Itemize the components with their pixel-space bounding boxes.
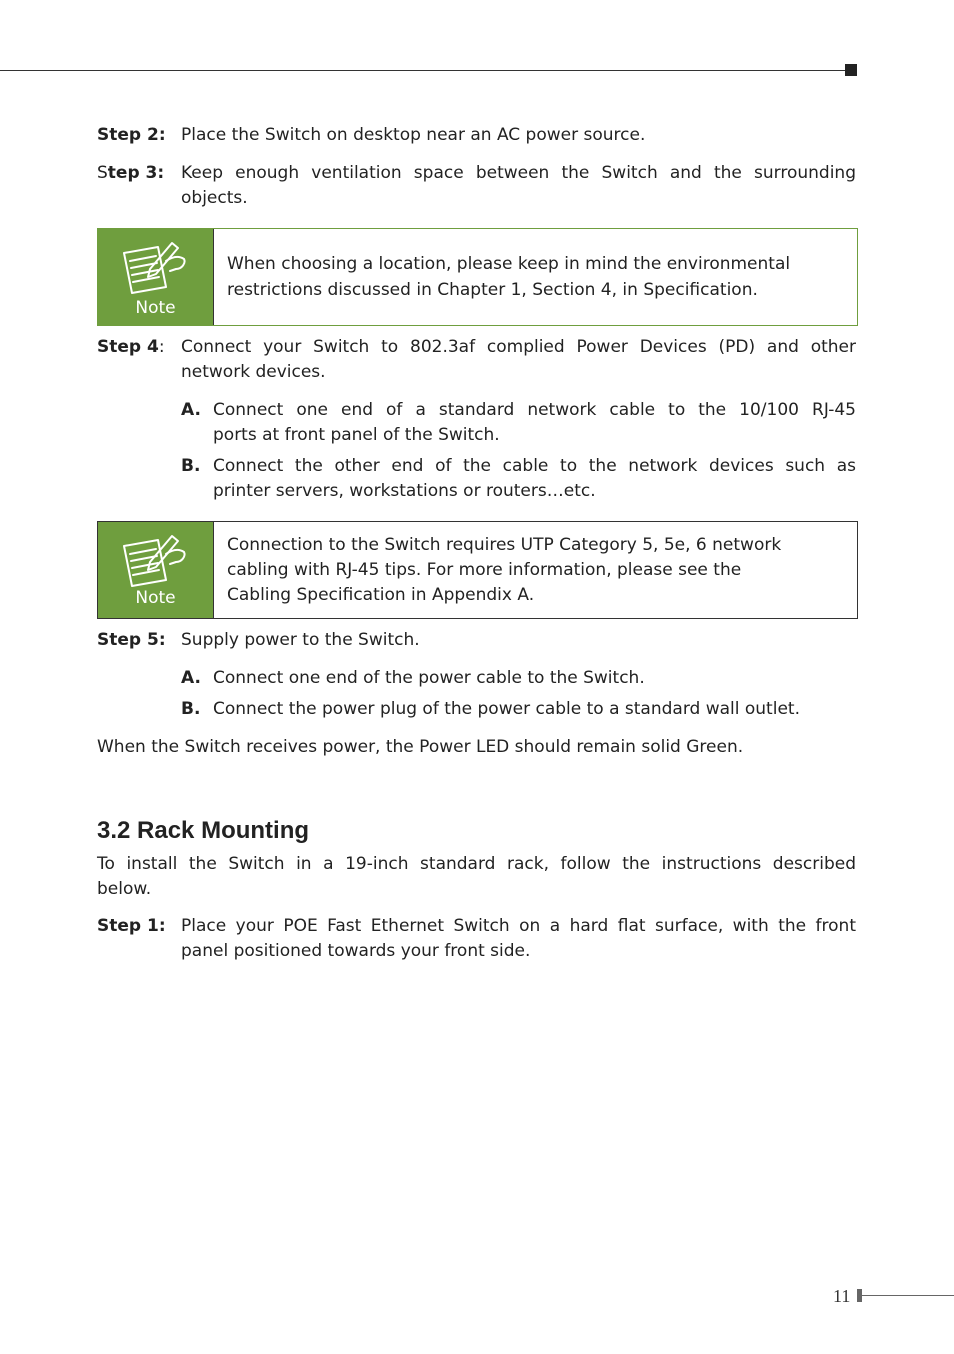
step5-item-a-marker: A. <box>181 668 201 688</box>
step5-label: Step 5: <box>97 630 166 650</box>
section-heading: 3.2 Rack Mounting <box>97 817 310 844</box>
note-pencil-icon <box>120 239 190 301</box>
step3-line1: Keep enough ventilation space between the Switch and the surrounding <box>181 163 856 183</box>
step4-item-a-marker: A. <box>181 400 201 420</box>
rack-step1-line1: Place your POE Fast Ethernet Switch on a hard flat surface, with the front <box>181 916 856 936</box>
step4-label-colon: : <box>158 337 165 357</box>
step4-label-text: Step 4 <box>97 337 159 357</box>
step5-text: Supply power to the Switch. <box>181 630 420 650</box>
note-icon-label: Note <box>135 298 176 318</box>
note-box-location <box>97 228 858 326</box>
page-number: 11 <box>833 1286 851 1306</box>
note2-line3: Cabling Specification in Appendix A. <box>227 585 535 605</box>
step5-item-b-text: Connect the power plug of the power cable to a standard wall outlet. <box>213 699 800 719</box>
rack-step1-label: Step 1: <box>97 916 166 936</box>
step4-item-a-line2: ports at front panel of the Switch. <box>213 425 500 445</box>
step3-line2: objects. <box>181 188 248 208</box>
header-square-marker <box>845 64 857 76</box>
section-intro-line1: To install the Switch in a 19-inch standard rack, follow the instructions described <box>97 854 856 874</box>
rack-step1-line2: panel positioned towards your front side. <box>181 941 531 961</box>
power-led-note: When the Switch receives power, the Power LED should remain solid Green. <box>97 737 744 757</box>
note-icon-label: Note <box>135 588 176 608</box>
note-pencil-icon <box>120 532 190 594</box>
step3-label-s: S <box>97 163 108 183</box>
note1-line1: When choosing a location, please keep in mind the environmental <box>227 254 791 274</box>
note2-line1: Connection to the Switch requires UTP Category 5, 5e, 6 network <box>227 535 782 555</box>
note1-line2: restrictions discussed in Chapter 1, Section 4, in Specification. <box>227 280 758 300</box>
header-rule <box>0 70 846 71</box>
step4-item-b-marker: B. <box>181 456 201 476</box>
step3-label-rest: tep 3: <box>107 163 165 183</box>
step4-item-b-line2: printer servers, workstations or routers…etc. <box>213 481 596 501</box>
step2-label: Step 2: <box>97 125 166 145</box>
note2-line2: cabling with RJ-45 tips. For more information, please see the <box>227 560 742 580</box>
note-icon-cell <box>98 229 214 325</box>
step5-item-a-text: Connect one end of the power cable to the Switch. <box>213 668 645 688</box>
step3-label <box>97 161 164 186</box>
step4-line1: Connect your Switch to 802.3af complied Power Devices (PD) and other <box>181 337 856 357</box>
step4-line2: network devices. <box>181 362 326 382</box>
footer-rule <box>862 1295 954 1296</box>
section-intro-line2: below. <box>97 879 152 899</box>
step4-label <box>97 335 165 360</box>
note-box-cabling <box>97 521 858 619</box>
step4-item-b-line1: Connect the other end of the cable to the network devices such as <box>213 456 856 476</box>
step5-item-b-marker: B. <box>181 699 201 719</box>
step4-item-a-line1: Connect one end of a standard network cable to the 10/100 RJ-45 <box>213 400 856 420</box>
note-icon-cell <box>98 522 214 618</box>
step2-text: Place the Switch on desktop near an AC power source. <box>181 125 646 145</box>
